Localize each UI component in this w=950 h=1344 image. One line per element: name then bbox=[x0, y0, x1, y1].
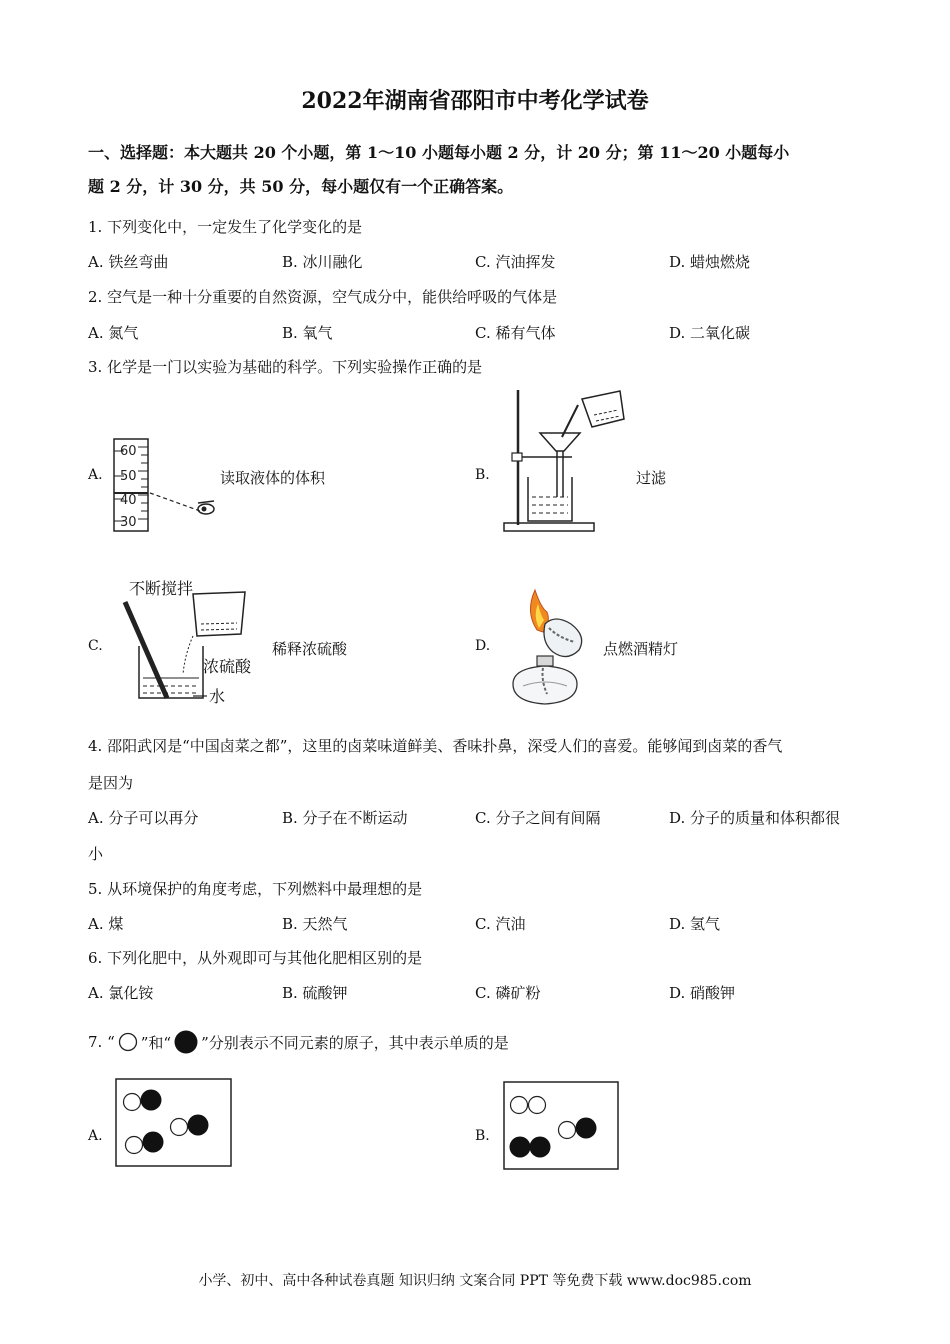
q3-caption-d: 点燃酒精灯 bbox=[603, 640, 679, 658]
question-3-stem: 3. 化学是一门以实验为基础的科学。下列实验操作正确的是 bbox=[88, 358, 483, 376]
q4-option-d[interactable]: D. 分子的质量和体积都很 bbox=[669, 809, 841, 827]
q6-option-a[interactable]: A. 氯化铵 bbox=[88, 984, 154, 1002]
q4-option-d-wrap: 小 bbox=[88, 845, 104, 863]
glass-rod bbox=[125, 602, 167, 698]
q1-option-d[interactable]: D. 蜡烛燃烧 bbox=[669, 253, 751, 271]
white-atom-icon bbox=[117, 1031, 139, 1053]
question-7-stem bbox=[88, 1029, 509, 1055]
question-4-stem-line-1: 4. 邵阳武冈是“中国卤菜之都”，这里的卤菜味道鲜美、香味扑鼻，深受人们的喜爱。能够闻到卤菜的香气 bbox=[88, 737, 783, 755]
question-4-stem-line-2: 是因为 bbox=[88, 774, 134, 792]
q3-caption-b: 过滤 bbox=[636, 469, 667, 487]
beaker-icon bbox=[528, 477, 572, 521]
q5-option-a[interactable]: A. 煤 bbox=[88, 915, 124, 933]
glass-rod bbox=[562, 405, 578, 437]
black-atom-icon bbox=[173, 1029, 199, 1055]
tick-label-30: 30 bbox=[120, 515, 137, 530]
question-2-stem: 2. 空气是一种十分重要的自然资源，空气成分中，能供给呼吸的气体是 bbox=[88, 288, 558, 306]
graduated-cylinder-figure bbox=[108, 435, 223, 535]
q3-option-a[interactable]: A. bbox=[88, 467, 103, 483]
alcohol-lamp-figure bbox=[495, 582, 605, 712]
q4-option-c[interactable]: C. 分子之间有间隔 bbox=[475, 809, 601, 827]
footer-text: 小学、初中、高中各种试卷真题 知识归纳 文案合同 PPT 等免费下载 www.doc985.com bbox=[198, 1273, 752, 1289]
question-6-stem: 6. 下列化肥中，从外观即可与其他化肥相区别的是 bbox=[88, 949, 423, 967]
q4-option-a[interactable]: A. 分子可以再分 bbox=[88, 809, 199, 827]
q2-option-d[interactable]: D. 二氧化碳 bbox=[669, 324, 751, 342]
upright-lamp-icon bbox=[513, 656, 577, 704]
q4-option-b[interactable]: B. 分子在不断运动 bbox=[282, 809, 408, 827]
q7-stem-part-2: ”和“ bbox=[140, 1033, 172, 1052]
pouring-beaker-icon bbox=[582, 391, 624, 427]
q5-option-c[interactable]: C. 汽油 bbox=[475, 915, 526, 933]
question-1-stem: 1. 下列变化中，一定发生了化学变化的是 bbox=[88, 218, 363, 236]
acid-label: 浓硫酸 bbox=[203, 657, 252, 676]
q3-option-c[interactable]: C. bbox=[88, 638, 103, 654]
q7-stem-part-1: 7. “ bbox=[88, 1033, 115, 1051]
q6-option-b[interactable]: B. 硫酸钾 bbox=[282, 984, 348, 1002]
q7-option-b[interactable]: B. bbox=[475, 1128, 490, 1144]
sight-line bbox=[150, 493, 200, 511]
q6-option-c[interactable]: C. 磷矿粉 bbox=[475, 984, 541, 1002]
dilution-figure bbox=[105, 574, 270, 709]
q7-stem-part-3: ”分别表示不同元素的原子，其中表示单质的是 bbox=[201, 1033, 509, 1052]
q2-option-b[interactable]: B. 氧气 bbox=[282, 324, 333, 342]
q7-option-b-molecule-box bbox=[503, 1081, 620, 1171]
q3-caption-c: 稀释浓硫酸 bbox=[272, 640, 348, 658]
section-heading bbox=[88, 136, 868, 204]
section-line-2: 题 2 分，计 30 分，共 50 分，每小题仅有一个正确答案。 bbox=[88, 177, 514, 196]
water-label: 水 bbox=[209, 687, 226, 706]
pouring-beaker-icon bbox=[193, 592, 245, 636]
q1-option-b[interactable]: B. 冰川融化 bbox=[282, 253, 363, 271]
q3-caption-a: 读取液体的体积 bbox=[220, 469, 326, 487]
q2-option-c[interactable]: C. 稀有气体 bbox=[475, 324, 556, 342]
q3-option-d[interactable]: D. bbox=[475, 638, 491, 654]
q1-option-a[interactable]: A. 铁丝弯曲 bbox=[88, 253, 169, 271]
funnel-icon bbox=[540, 433, 580, 451]
q3-option-b[interactable]: B. bbox=[475, 467, 490, 483]
q5-option-d[interactable]: D. 氢气 bbox=[669, 915, 721, 933]
filtration-apparatus-figure bbox=[500, 385, 630, 535]
tick-label-50: 50 bbox=[120, 469, 137, 484]
q6-option-d[interactable]: D. 硝酸钾 bbox=[669, 984, 736, 1002]
stir-label: 不断搅拌 bbox=[129, 579, 194, 598]
tick-label-40: 40 bbox=[120, 493, 137, 508]
q7-option-a-molecule-box bbox=[115, 1078, 233, 1168]
eye-icon bbox=[198, 501, 214, 514]
q1-option-c[interactable]: C. 汽油挥发 bbox=[475, 253, 556, 271]
q2-option-a[interactable]: A. 氮气 bbox=[88, 324, 139, 342]
question-5-stem: 5. 从环境保护的角度考虑，下列燃料中最理想的是 bbox=[88, 880, 423, 898]
page-title: 2022年湖南省邵阳市中考化学试卷 bbox=[301, 88, 649, 114]
q7-option-a[interactable]: A. bbox=[88, 1128, 103, 1144]
tick-label-60: 60 bbox=[120, 444, 137, 459]
q5-option-b[interactable]: B. 天然气 bbox=[282, 915, 348, 933]
tilted-lamp-icon bbox=[544, 619, 582, 657]
section-line-1: 一、选择题：本大题共 20 个小题，第 1～10 小题每小题 2 分，计 20 分；第 11～20 小题每小 bbox=[88, 143, 790, 162]
